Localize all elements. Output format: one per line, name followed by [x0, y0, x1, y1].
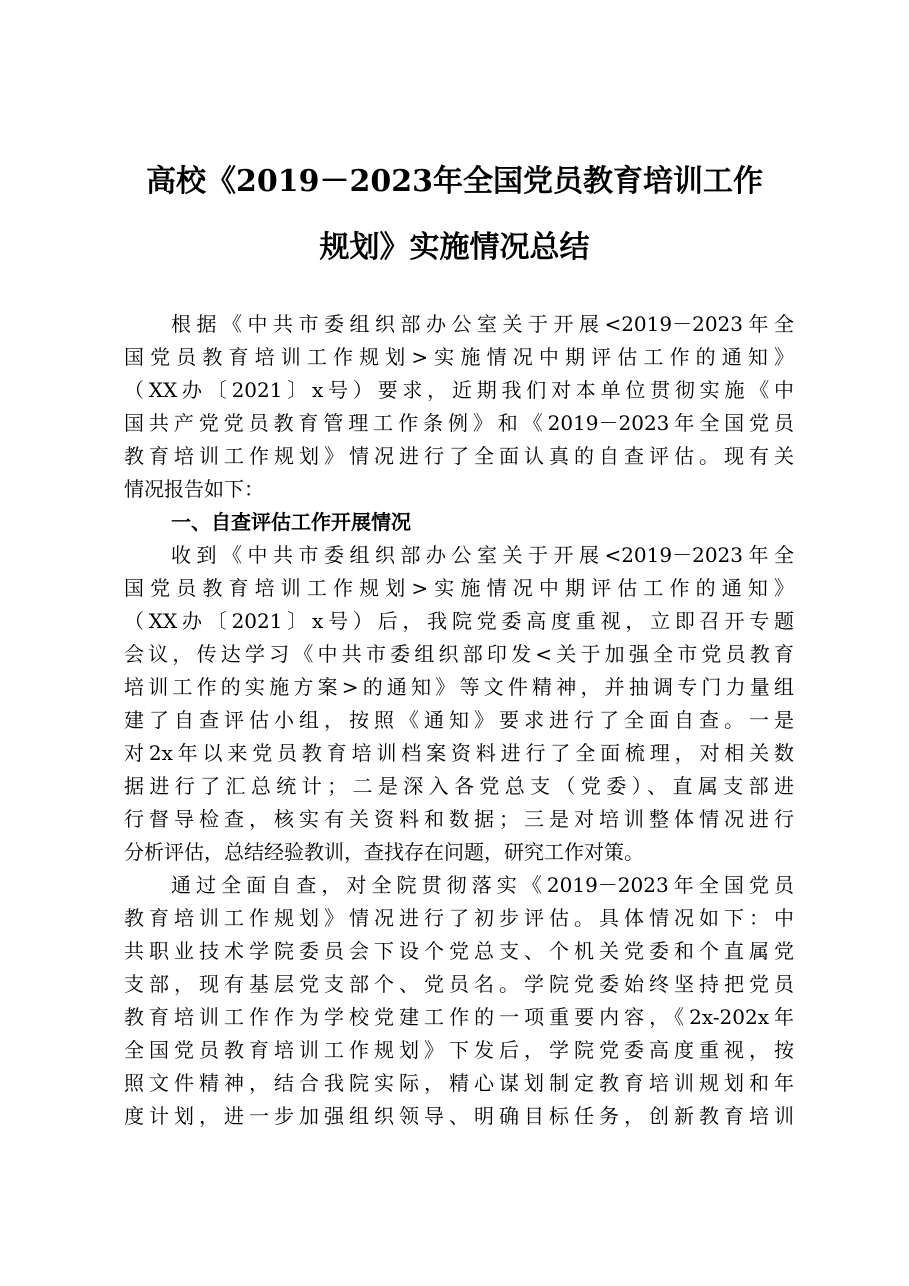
paragraph-line: 国党员教育培训工作规划>实施情况中期评估工作的通知》	[124, 576, 794, 600]
paragraph-line: （XX办〔2021〕x号）要求，近期我们对本单位贯彻实施《中	[124, 378, 794, 402]
paragraph-line: 共职业技术学院委员会下设个党总支、个机关党委和个直属党	[124, 939, 794, 963]
paragraph-line: 情况报告如下：	[124, 477, 264, 501]
paragraph-line: 国共产党党员教育管理工作条例》和《2019－2023年全国党员	[124, 411, 794, 435]
paragraph-line: 教育培训工作规划》情况进行了全面认真的自查评估。现有关	[124, 444, 794, 468]
section-heading: 一、自查评估工作开展情况	[171, 510, 411, 534]
paragraph-line: 全国党员教育培训工作规划》下发后，学院党委高度重视，按	[124, 1038, 794, 1062]
paragraph-line: 据进行了汇总统计；二是深入各党总支（党委）、直属支部进	[124, 774, 794, 798]
paragraph-line: 建了自查评估小组，按照《通知》要求进行了全面自查。一是	[124, 708, 794, 732]
paragraph-line: 分析评估，总结经验教训，查找存在问题，研究工作对策。	[124, 840, 644, 864]
paragraph-line: 国党员教育培训工作规划>实施情况中期评估工作的通知》	[124, 345, 794, 369]
paragraph-line: 根据《中共市委组织部办公室关于开展<2019－2023年全	[171, 312, 794, 336]
paragraph-line: 收到《中共市委组织部办公室关于开展<2019－2023年全	[171, 543, 794, 567]
document-title-line-1: 高校《2019－2023年全国党员教育培训工作	[146, 164, 763, 199]
paragraph-line: 培训工作的实施方案>的通知》等文件精神，并抽调专门力量组	[124, 675, 794, 699]
paragraph-line: 对2x年以来党员教育培训档案资料进行了全面梳理，对相关数	[124, 741, 794, 765]
paragraph-line: 教育培训工作作为学校党建工作的一项重要内容，《2x-202x年	[124, 1005, 794, 1029]
paragraph-line: （XX办〔2021〕x号）后，我院党委高度重视，立即召开专题	[124, 609, 794, 633]
paragraph-line: 会议，传达学习《中共市委组织部印发<关于加强全市党员教育	[124, 642, 794, 666]
paragraph-line: 通过全面自查，对全院贯彻落实《2019－2023年全国党员	[171, 873, 794, 897]
paragraph-line: 度计划，进一步加强组织领导、明确目标任务，创新教育培训	[124, 1104, 794, 1128]
paragraph-line: 照文件精神，结合我院实际，精心谋划制定教育培训规划和年	[124, 1071, 794, 1095]
paragraph-line: 支部，现有基层党支部个、党员名。学院党委始终坚持把党员	[124, 972, 794, 996]
document-title-line-2: 规划》实施情况总结	[319, 230, 590, 265]
paragraph-line: 教育培训工作规划》情况进行了初步评估。具体情况如下：中	[124, 906, 794, 930]
paragraph-line: 行督导检查，核实有关资料和数据；三是对培训整体情况进行	[124, 807, 794, 831]
